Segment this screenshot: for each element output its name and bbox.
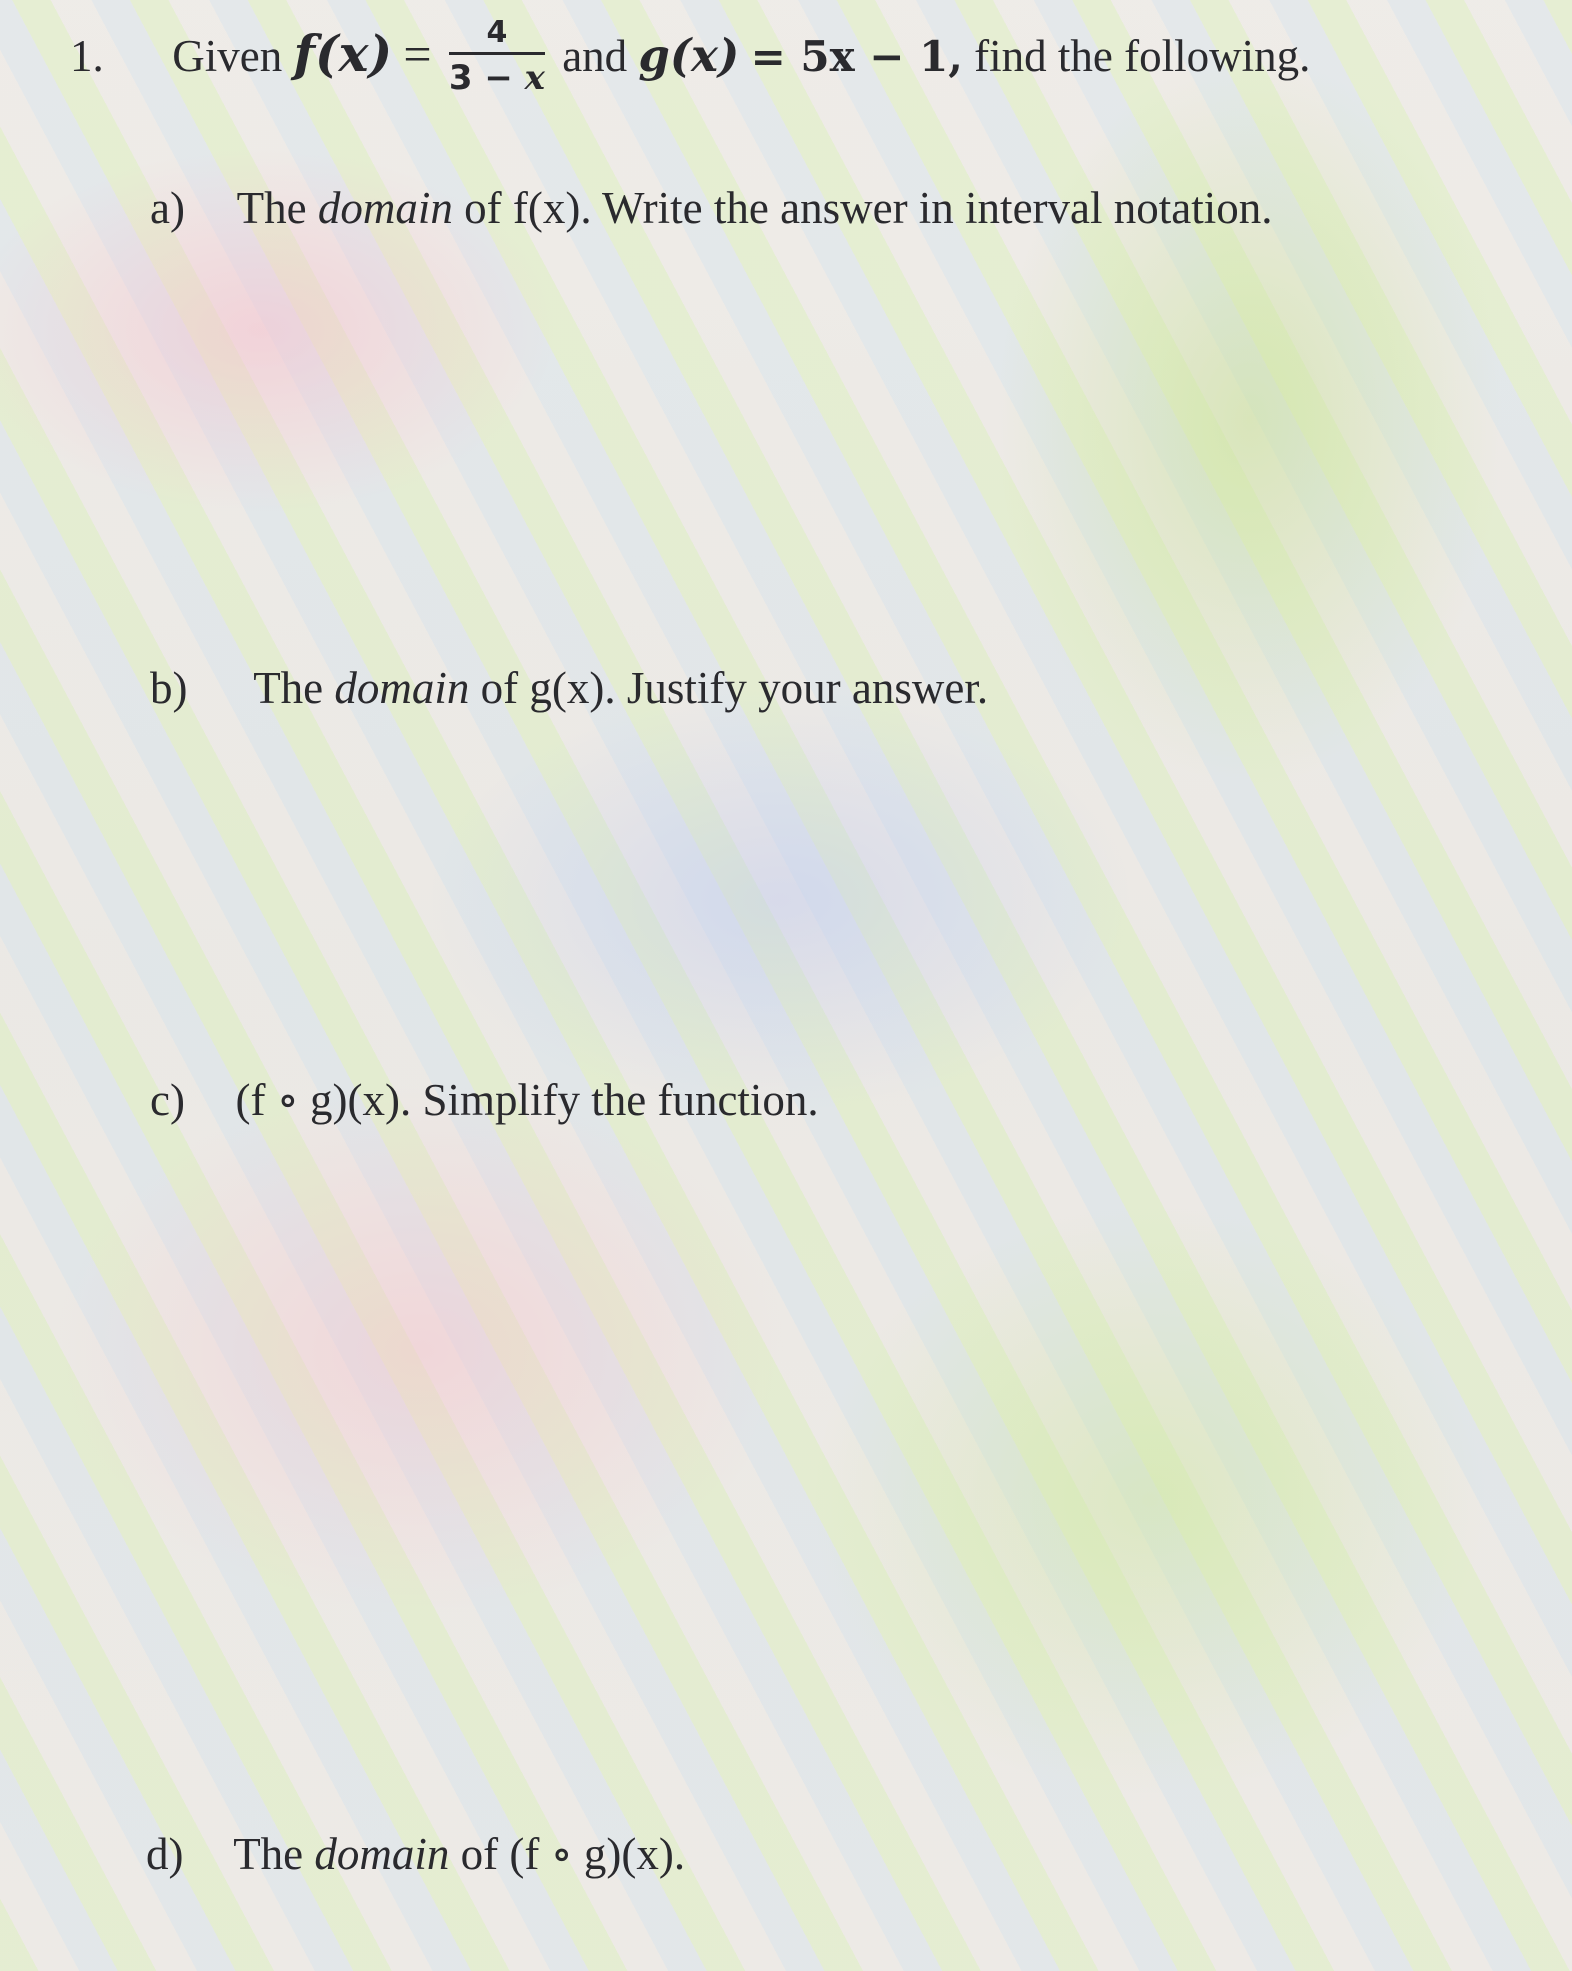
- part-text-emphasis: domain: [334, 663, 470, 713]
- part-text-emphasis: domain: [314, 1829, 450, 1879]
- part-label: d): [146, 1829, 184, 1879]
- f-fraction: [448, 15, 545, 98]
- question-tail: find the following.: [974, 30, 1311, 81]
- part-text: (f ∘ g)(x). Simplify the function.: [235, 1075, 819, 1125]
- denominator-variable: x: [524, 58, 545, 98]
- fraction-numerator: 4: [449, 18, 545, 55]
- and-word: and: [562, 30, 628, 81]
- question-number: 1.: [70, 30, 104, 81]
- part-text-pre: The: [236, 183, 307, 233]
- equals-sign: =: [403, 25, 432, 82]
- question-1: [70, 15, 1311, 99]
- fraction-denominator: [448, 55, 545, 98]
- f-definition-lhs: f(x): [293, 23, 393, 83]
- g-definition-rhs: = 5x − 1,: [750, 31, 963, 81]
- part-text-post: of f(x). Write the answer in interval notation.: [464, 183, 1273, 233]
- part-c: [150, 1075, 819, 1125]
- part-b: [150, 663, 989, 713]
- part-a: [150, 183, 1273, 233]
- part-label: a): [150, 183, 185, 233]
- given-word: Given: [172, 30, 283, 81]
- part-text-post: of g(x). Justify your answer.: [480, 663, 989, 713]
- part-text-emphasis: domain: [317, 183, 453, 233]
- part-text-pre: The: [233, 1829, 304, 1879]
- denominator-constant: 3 −: [448, 58, 513, 98]
- part-label: c): [150, 1075, 185, 1125]
- part-text-pre: The: [253, 663, 324, 713]
- g-definition-lhs: g(x): [638, 28, 740, 82]
- part-d: [146, 1829, 686, 1879]
- part-label: b): [150, 663, 188, 713]
- part-text-post: of (f ∘ g)(x).: [460, 1829, 686, 1879]
